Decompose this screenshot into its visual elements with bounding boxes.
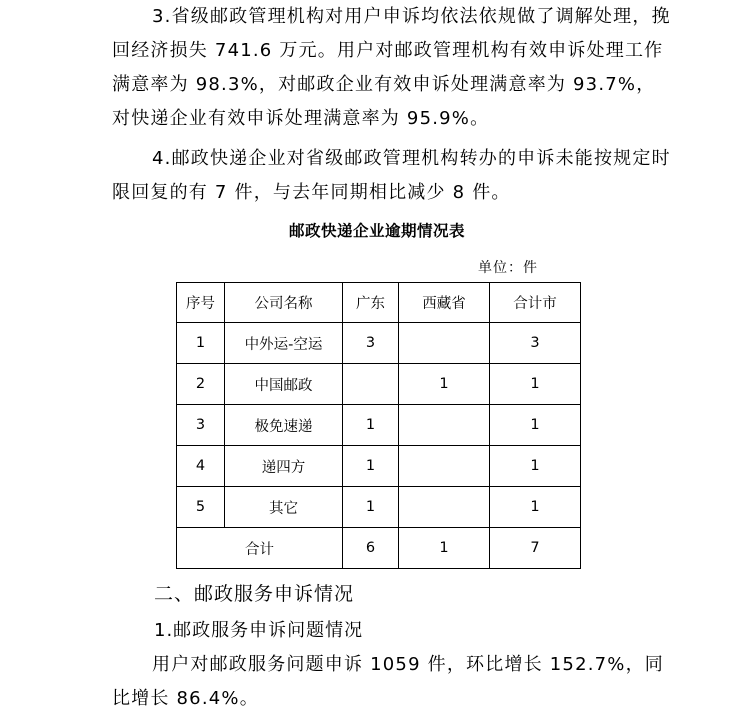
cell-guangdong: 1 [343,405,399,446]
cell-index: 5 [177,487,225,528]
cell-index: 3 [177,405,225,446]
table-row [177,364,581,405]
cell-xizang [399,323,490,364]
cell-index: 2 [177,364,225,405]
cell-company: 中外运-空运 [225,323,343,364]
table-header-row [177,283,581,323]
cell-xizang [399,446,490,487]
cell-index: 1 [177,323,225,364]
overdue-table [176,282,581,569]
table-row [177,405,581,446]
cell-company: 中国邮政 [225,364,343,405]
section-subheading: 1.邮政服务申诉问题情况 [154,620,364,641]
total-guangdong: 6 [343,528,399,569]
cell-total: 1 [490,487,581,528]
header-company: 公司名称 [225,283,343,323]
section-heading: 二、邮政服务申诉情况 [154,583,355,605]
cell-total: 3 [490,323,581,364]
cell-xizang [399,487,490,528]
cell-guangdong: 3 [343,323,399,364]
table-total-row [177,528,581,569]
cell-company: 极免速递 [225,405,343,446]
table-title: 邮政快递企业逾期情况表 [288,222,465,240]
cell-company: 其它 [225,487,343,528]
paragraph-postal-complaints: 用户对邮政服务问题申诉 1059 件，环比增长 152.7%，同比增长 86.4%。 [112,654,665,709]
cell-company: 递四方 [225,446,343,487]
table-row [177,487,581,528]
cell-total: 1 [490,364,581,405]
cell-xizang: 1 [399,364,490,405]
total-xizang: 1 [399,528,490,569]
table-row [177,446,581,487]
header-guangdong: 广东 [343,283,399,323]
header-total: 合计市 [490,283,581,323]
header-index: 序号 [177,283,225,323]
total-sum: 7 [490,528,581,569]
cell-total: 1 [490,446,581,487]
cell-xizang [399,405,490,446]
cell-total: 1 [490,405,581,446]
paragraph-overdue: 4.邮政快递企业对省级邮政管理机构转办的申诉未能按规定时限回复的有 7 件，与去年同期相比减少 8 件。 [112,148,671,203]
table-unit: 单位：件 [478,260,538,276]
cell-guangdong: 1 [343,446,399,487]
header-xizang: 西藏省 [399,283,490,323]
paragraph-satisfaction: 3.省级邮政管理机构对用户申诉均依法依规做了调解处理，挽回经济损失 741.6 万元。用户对邮政管理机构有效申诉处理工作满意率为 98.3%，对邮政企业有效申诉处理满意率为 93.7%，对快递企业有效申诉处理满意率为 95.9%。 [112,6,671,129]
cell-index: 4 [177,446,225,487]
table-row [177,323,581,364]
cell-guangdong [343,364,399,405]
cell-guangdong: 1 [343,487,399,528]
total-label: 合计 [177,528,343,569]
